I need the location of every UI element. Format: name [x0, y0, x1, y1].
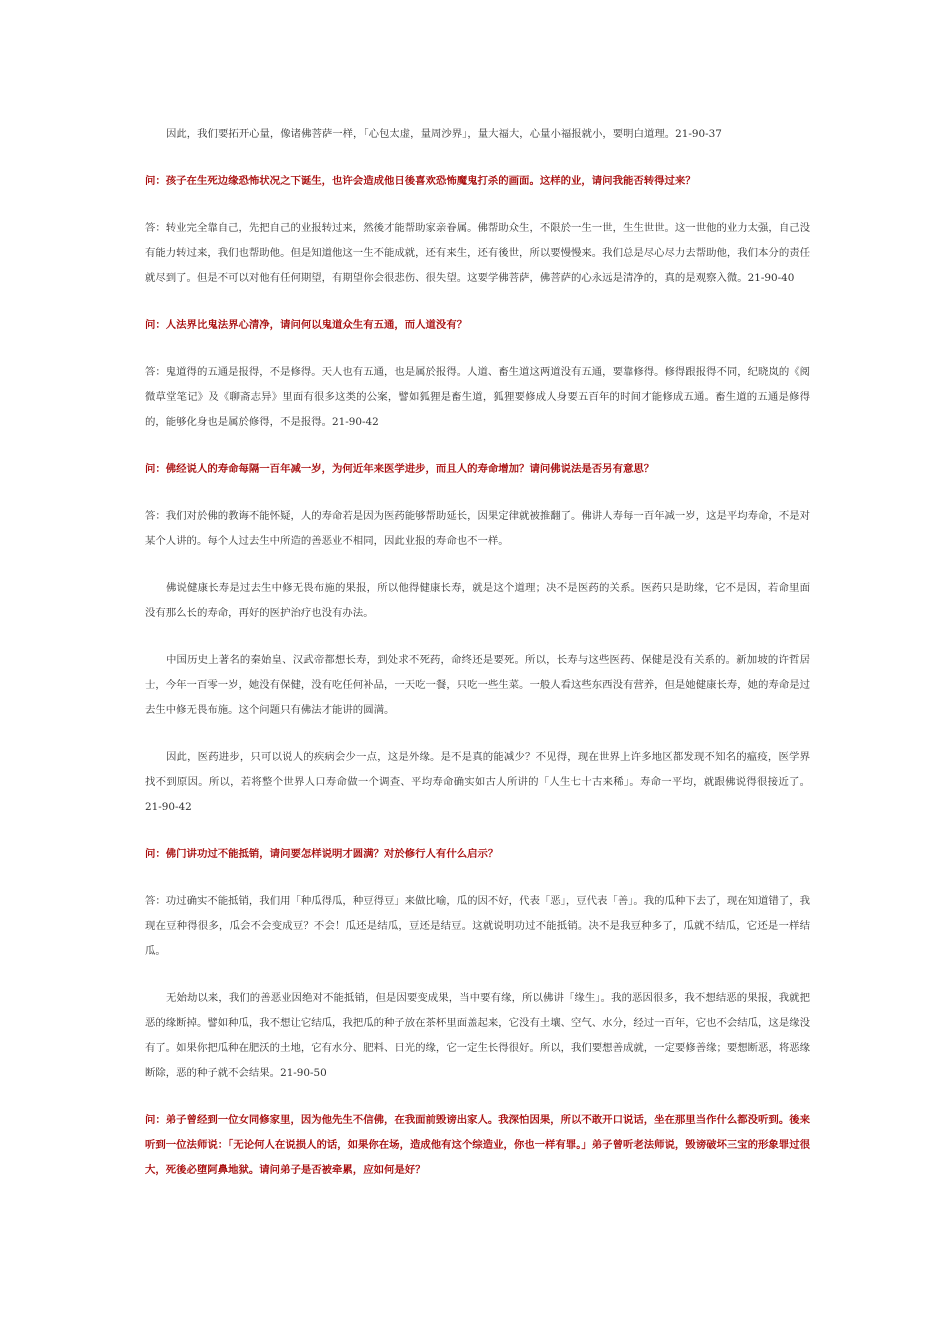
paragraph: 佛说健康长寿是过去生中修无畏布施的果报，所以他得健康长寿，就是这个道理；决不是医药的关系。医药只是助缘，它不是因，若命里面没有那么长的寿命，再好的医护治疗也没有办法。 [145, 582, 810, 619]
question-heading: 问：弟子曾经到一位女同修家里，因为他先生不信佛，在我面前毁谤出家人。我深怕因果，所以不敢开口说话，坐在那里当作什么都没听到。後来听到一位法师说：「无论何人在说损人的话，如果你在场，造成他有这个综造业，你也一样有罪。」弟子曾听老法师说，毁谤破坏三宝的形象罪过很大，死後必堕阿鼻地狱。请问弟子是否被牵累，应如何是好？ [145, 1114, 810, 1176]
paragraph: 无始劫以来，我们的善恶业因绝对不能抵销，但是因要变成果，当中要有缘，所以佛讲「缘生」。我的恶因很多，我不想结恶的果报，我就把恶的缘断掉。譬如种瓜，我不想让它结瓜，我把瓜的种子放在茶杯里面盖起来，它没有土壤、空气、水分，经过一百年，它也不会结瓜，这是缘没有了。如果你把瓜种在肥沃的土地，它有水分、肥料、日光的缘，它一定生长得很好。所以，我们要想善成就，一定要修善缘；要想断恶，将恶缘断除，恶的种子就不会结果。21-90-50 [145, 992, 810, 1079]
question-heading: 问：人法界比鬼法界心清净，请问何以鬼道众生有五通，而人道没有？ [145, 319, 468, 331]
paragraph: 中国历史上著名的秦始皇、汉武帝都想长寿，到处求不死药，命终还是要死。所以，长寿与这些医药、保健是没有关系的。新加坡的许哲居士，今年一百零一岁，她没有保健，没有吃任何补品，一天吃一餐，只吃一些生菜。一般人看这些东西没有营养，但是她健康长寿，她的寿命是过去生中修无畏布施。这个问题只有佛法才能讲的圆满。 [145, 654, 810, 716]
paragraph: 因此，我们要拓开心量，像诸佛菩萨一样，「心包太虚，量周沙界」，量大福大，心量小福报就小，要明白道理。21-90-37 [166, 128, 722, 140]
document-page [145, 122, 810, 1183]
paragraph: 因此，医药进步，只可以说人的疾病会少一点，这是外缘。是不是真的能减少？不见得，现在世界上许多地区都发现不知名的瘟疫，医学界找不到原因。所以，若将整个世界人口寿命做一个调查、平均寿命确实如古人所讲的「人生七十古来稀」。寿命一平均，就跟佛说得很接近了。21-90-42 [145, 751, 810, 813]
question-heading: 问：佛门讲功过不能抵销，请问要怎样说明才圆满？对於修行人有什么启示？ [145, 848, 499, 860]
question-heading: 问：佛经说人的寿命每隔一百年减一岁，为何近年来医学进步，而且人的寿命增加？请问佛说法是否另有意思？ [145, 463, 655, 475]
answer-paragraph: 答：功过确实不能抵销，我们用「种瓜得瓜，种豆得豆」来做比喻，瓜的因不好，代表「恶」，豆代表「善」。我的瓜种下去了，现在知道错了，我现在豆种得很多，瓜会不会变成豆？不会！瓜还是结瓜，豆还是结豆。这就说明功过不能抵销。决不是我豆种多了，瓜就不结瓜，它还是一样结瓜。 [145, 895, 810, 957]
answer-paragraph: 答：转业完全靠自己，先把自己的业报转过来，然後才能帮助家亲眷属。佛帮助众生，不限於一生一世，生生世世。这一世他的业力太强，自己没有能力转过来，我们也帮助他。但是知道他这一生不能成就，还有来生，还有後世，所以要慢慢来。我们总是尽心尽力去帮助他，我们本分的责任就尽到了。但是不可以对他有任何期望，有期望你会很悲伤、很失望。这要学佛菩萨，佛菩萨的心永远是清净的，真的是观察入微。21-90-40 [145, 222, 810, 284]
question-heading: 问：孩子在生死边缘恐怖状况之下诞生，也许会造成他日後喜欢恐怖魔鬼打杀的画面。这样的业，请问我能否转得过来？ [145, 175, 696, 187]
answer-paragraph: 答：我们对於佛的教诲不能怀疑，人的寿命若是因为医药能够帮助延长，因果定律就被推翻了。佛讲人寿每一百年减一岁，这是平均寿命，不是对某个人讲的。每个人过去生中所造的善恶业不相同，因此业报的寿命也不一样。 [145, 510, 810, 547]
answer-paragraph: 答：鬼道得的五通是报得，不是修得。天人也有五通，也是属於报得。人道、畜生道这两道没有五通，要靠修得。修得跟报得不同，纪晓岚的《阅微草堂笔记》及《聊斋志异》里面有很多这类的公案，譬如狐狸是畜生道，狐狸要修成人身要五百年的时间才能修成五通。畜生道的五通是修得的，能够化身也是属於修得，不是报得。21-90-42 [145, 366, 810, 428]
